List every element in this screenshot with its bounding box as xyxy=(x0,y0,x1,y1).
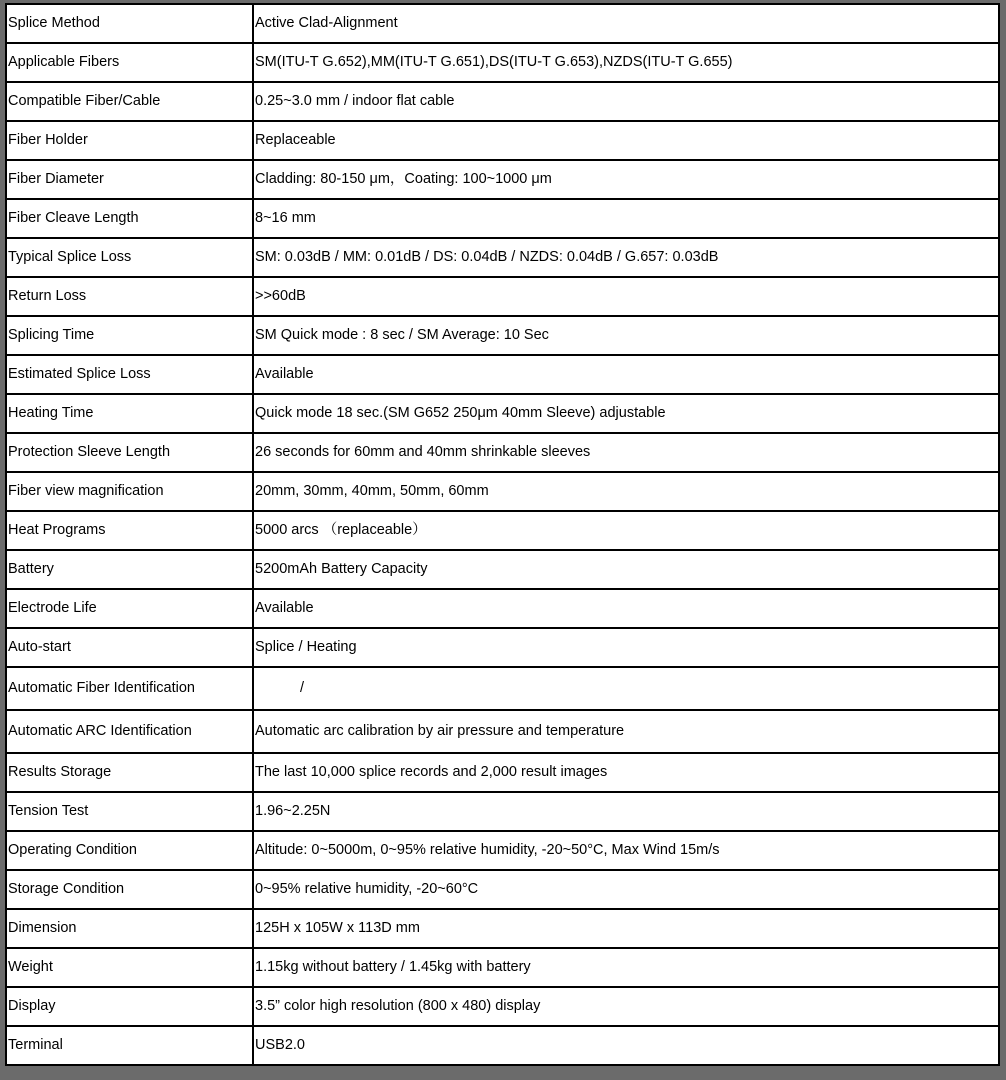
spec-value: 0.25~3.0 mm / indoor flat cable xyxy=(253,82,999,121)
spec-label: Return Loss xyxy=(6,277,253,316)
spec-table xyxy=(5,3,1000,1066)
spec-value: 8~16 mm xyxy=(253,199,999,238)
table-row xyxy=(6,667,999,710)
spec-label: Applicable Fibers xyxy=(6,43,253,82)
table-row xyxy=(6,394,999,433)
spec-label: Tension Test xyxy=(6,792,253,831)
spec-value: Available xyxy=(253,355,999,394)
spec-value: / xyxy=(253,667,999,710)
spec-label: Protection Sleeve Length xyxy=(6,433,253,472)
table-row xyxy=(6,316,999,355)
spec-label: Splice Method xyxy=(6,4,253,43)
table-row xyxy=(6,710,999,753)
spec-label: Fiber view magnification xyxy=(6,472,253,511)
spec-value: Available xyxy=(253,589,999,628)
spec-label: Weight xyxy=(6,948,253,987)
spec-label: Fiber Diameter xyxy=(6,160,253,199)
spec-label: Battery xyxy=(6,550,253,589)
spec-value: SM Quick mode : 8 sec / SM Average: 10 Sec xyxy=(253,316,999,355)
table-row xyxy=(6,831,999,870)
table-row xyxy=(6,987,999,1026)
spec-label: Results Storage xyxy=(6,753,253,792)
spec-value: Active Clad-Alignment xyxy=(253,4,999,43)
table-row xyxy=(6,277,999,316)
spec-label: Splicing Time xyxy=(6,316,253,355)
table-row xyxy=(6,355,999,394)
table-row xyxy=(6,43,999,82)
spec-value: SM(ITU-T G.652),MM(ITU-T G.651),DS(ITU-T G.653),NZDS(ITU-T G.655) xyxy=(253,43,999,82)
spec-label: Heating Time xyxy=(6,394,253,433)
spec-value: Altitude: 0~5000m, 0~95% relative humidity, -20~50°C, Max Wind 15m/s xyxy=(253,831,999,870)
spec-label: Estimated Splice Loss xyxy=(6,355,253,394)
table-row xyxy=(6,550,999,589)
spec-value: 5000 arcs （replaceable） xyxy=(253,511,999,550)
spec-value: USB2.0 xyxy=(253,1026,999,1065)
spec-value: Quick mode 18 sec.(SM G652 250μm 40mm Sleeve) adjustable xyxy=(253,394,999,433)
spec-value: >>60dB xyxy=(253,277,999,316)
spec-value: 1.96~2.25N xyxy=(253,792,999,831)
spec-label: Fiber Cleave Length xyxy=(6,199,253,238)
table-row xyxy=(6,628,999,667)
spec-label: Storage Condition xyxy=(6,870,253,909)
spec-value: 125H x 105W x 113D mm xyxy=(253,909,999,948)
table-row xyxy=(6,589,999,628)
spec-label: Auto-start xyxy=(6,628,253,667)
table-row xyxy=(6,870,999,909)
table-row xyxy=(6,199,999,238)
table-row xyxy=(6,511,999,550)
spec-value: 3.5” color high resolution (800 x 480) display xyxy=(253,987,999,1026)
spec-label: Heat Programs xyxy=(6,511,253,550)
table-row xyxy=(6,160,999,199)
spec-label: Electrode Life xyxy=(6,589,253,628)
spec-label: Dimension xyxy=(6,909,253,948)
table-row xyxy=(6,948,999,987)
spec-value: 1.15kg without battery / 1.45kg with battery xyxy=(253,948,999,987)
spec-value: SM: 0.03dB / MM: 0.01dB / DS: 0.04dB / NZDS: 0.04dB / G.657: 0.03dB xyxy=(253,238,999,277)
spec-value: Replaceable xyxy=(253,121,999,160)
spec-label: Display xyxy=(6,987,253,1026)
spec-value: 20mm, 30mm, 40mm, 50mm, 60mm xyxy=(253,472,999,511)
spec-value: The last 10,000 splice records and 2,000 result images xyxy=(253,753,999,792)
table-row xyxy=(6,433,999,472)
spec-label: Typical Splice Loss xyxy=(6,238,253,277)
spec-label: Compatible Fiber/Cable xyxy=(6,82,253,121)
table-row xyxy=(6,909,999,948)
spec-label: Operating Condition xyxy=(6,831,253,870)
table-row xyxy=(6,472,999,511)
spec-label: Terminal xyxy=(6,1026,253,1065)
table-row xyxy=(6,792,999,831)
table-row xyxy=(6,1026,999,1065)
table-row xyxy=(6,121,999,160)
spec-label: Automatic ARC Identification xyxy=(6,710,253,753)
spec-value: Cladding: 80-150 μm，Coating: 100~1000 μm xyxy=(253,160,999,199)
spec-value: Automatic arc calibration by air pressure and temperature xyxy=(253,710,999,753)
spec-value: 26 seconds for 60mm and 40mm shrinkable sleeves xyxy=(253,433,999,472)
spec-value: 5200mAh Battery Capacity xyxy=(253,550,999,589)
table-row xyxy=(6,753,999,792)
spec-label: Automatic Fiber Identification xyxy=(6,667,253,710)
table-row xyxy=(6,82,999,121)
spec-label: Fiber Holder xyxy=(6,121,253,160)
spec-value: Splice / Heating xyxy=(253,628,999,667)
table-row xyxy=(6,238,999,277)
table-row xyxy=(6,4,999,43)
spec-value: 0~95% relative humidity, -20~60°C xyxy=(253,870,999,909)
